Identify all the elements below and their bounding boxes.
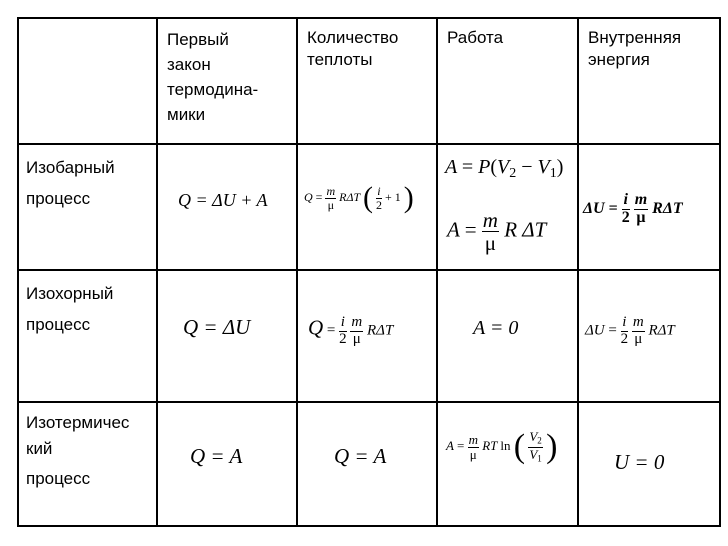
header-line: Внутренняя	[588, 28, 682, 47]
header-line: Первый	[167, 30, 229, 49]
header-line: Работа	[447, 28, 504, 47]
row-label-line: Изобарный	[26, 158, 115, 177]
table-border-right	[719, 17, 721, 527]
row-label-line: процесс	[26, 315, 91, 334]
header-line: мики	[167, 105, 206, 124]
formula-text: Q = ΔU	[183, 315, 251, 339]
header-empty-cell	[19, 19, 156, 143]
row-label-line: процесс	[26, 189, 91, 208]
formula-isobaric-work-pressure: $A = P(V_2 - V_1)$	[445, 156, 564, 182]
header-line: закон	[167, 55, 211, 74]
formula-isobaric-heat: Q = $\frac{m}{\mu}$ RΔT ( $\frac{i}{2}$ + 1 )	[304, 181, 414, 214]
formula-isothermal-heat	[334, 444, 386, 469]
formula-isothermal-internal-energy	[614, 450, 664, 475]
formula-isochoric-internal-energy: ΔU = $\frac{i}{2}$ $\frac{m}{\mu}$ RΔT	[585, 314, 675, 347]
formula-isothermal-first-law	[190, 444, 242, 469]
formula-text: Q = ΔU + A	[178, 190, 268, 210]
header-heat	[298, 19, 436, 143]
row-label-isothermal	[19, 403, 156, 525]
formula-text: U = 0	[614, 450, 665, 474]
thermodynamics-table	[17, 17, 721, 527]
header-line: Количество	[307, 28, 399, 47]
header-line: теплоты	[307, 50, 373, 69]
row-label-isobaric	[19, 145, 156, 269]
formula-text: Q = A	[334, 444, 387, 468]
formula-isochoric-first-law	[183, 315, 250, 340]
header-line: термодина-	[167, 80, 259, 99]
header-first-law	[158, 19, 296, 143]
formula-isochoric-work	[473, 317, 518, 340]
formula-isobaric-first-law	[178, 190, 268, 211]
formula-text: A = 0	[473, 317, 519, 339]
formula-isochoric-heat: Q = $\frac{i}{2}$ $\frac{m}{\mu}$ RΔT	[308, 314, 394, 347]
row-label-line: Изохорный	[26, 284, 114, 303]
formula-text: Q = A	[190, 444, 243, 468]
formula-isothermal-work: A = $\frac{m}{\mu}$ RT ln ( $\frac{V_2}{V_1}$ )	[446, 428, 558, 465]
header-work	[438, 19, 577, 143]
row-label-line: процесс	[26, 469, 91, 488]
row-label-isochoric	[19, 271, 156, 401]
header-internal-energy	[579, 19, 719, 143]
row-label-line: Изотермичес	[26, 413, 130, 432]
formula-isobaric-internal-energy: ΔU = $\frac{i}{2}$ $\frac{m}{\mu}$ RΔT	[583, 191, 683, 226]
header-line: энергия	[588, 50, 650, 69]
formula-isobaric-work-temperature: A = $\frac{m}{\mu}$ R ΔT	[447, 208, 547, 256]
table-border-bottom	[17, 525, 721, 527]
row-label-line: кий	[26, 439, 53, 458]
